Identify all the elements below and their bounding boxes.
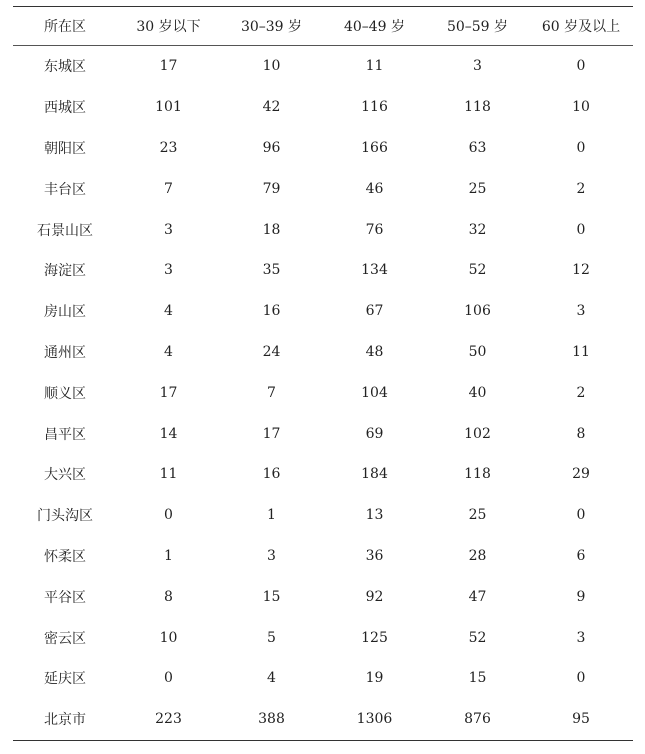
under-30-cell: 101 bbox=[155, 99, 182, 116]
table-header bbox=[13, 7, 633, 46]
under-30-cell: 0 bbox=[164, 670, 173, 687]
age-40-49-cell: 76 bbox=[365, 221, 384, 238]
age-30-39-cell: 388 bbox=[258, 711, 285, 728]
table-row bbox=[13, 576, 633, 617]
age-50-59-cell: 52 bbox=[468, 262, 487, 279]
table-row bbox=[13, 128, 633, 169]
age-50-59-cell: 28 bbox=[468, 547, 487, 564]
age-60-plus-cell: 12 bbox=[572, 262, 590, 279]
district-cell: 海淀区 bbox=[44, 263, 86, 280]
age-60-plus-cell: 6 bbox=[576, 547, 586, 564]
age-30-39-cell: 96 bbox=[262, 139, 281, 156]
age-50-59-cell: 25 bbox=[468, 507, 487, 524]
table-row bbox=[13, 536, 633, 577]
age-30-39-cell: 4 bbox=[267, 670, 276, 687]
district-cell: 密云区 bbox=[44, 630, 86, 647]
district-cell: 北京市 bbox=[44, 712, 86, 729]
age-30-39-cell: 5 bbox=[267, 629, 276, 646]
under-30-cell: 17 bbox=[159, 384, 178, 401]
table-row bbox=[13, 168, 633, 209]
age-50-59-cell: 876 bbox=[464, 711, 491, 728]
under-30-cell: 1 bbox=[164, 547, 173, 564]
age-30-39-cell: 24 bbox=[262, 343, 281, 360]
district-cell: 顺义区 bbox=[44, 385, 86, 402]
header-60-plus: 60 岁及以上 bbox=[541, 19, 621, 35]
district-cell: 朝阳区 bbox=[44, 140, 86, 157]
table-row bbox=[13, 495, 633, 536]
age-40-49-cell: 69 bbox=[365, 425, 384, 442]
age-40-49-cell: 166 bbox=[361, 139, 388, 156]
district-cell: 西城区 bbox=[44, 100, 86, 117]
age-60-plus-cell: 0 bbox=[576, 58, 586, 75]
table-row bbox=[13, 332, 633, 373]
age-40-49-cell: 125 bbox=[361, 629, 388, 646]
age-60-plus-cell: 0 bbox=[576, 507, 586, 524]
age-60-plus-cell: 0 bbox=[576, 221, 586, 238]
district-cell: 房山区 bbox=[44, 304, 86, 321]
table-body bbox=[13, 46, 633, 741]
age-50-59-cell: 118 bbox=[464, 466, 491, 483]
age-30-39-cell: 15 bbox=[262, 588, 281, 605]
age-40-49-cell: 1306 bbox=[356, 711, 393, 728]
under-30-cell: 17 bbox=[159, 58, 178, 75]
age-60-plus-cell: 3 bbox=[576, 303, 586, 320]
age-40-49-cell: 36 bbox=[365, 547, 384, 564]
age-30-39-cell: 16 bbox=[262, 303, 281, 320]
age-60-plus-cell: 0 bbox=[576, 139, 586, 156]
under-30-cell: 0 bbox=[164, 507, 173, 524]
age-50-59-cell: 47 bbox=[468, 588, 487, 605]
age-40-49-cell: 184 bbox=[361, 466, 388, 483]
district-cell: 大兴区 bbox=[44, 467, 86, 484]
age-40-49-cell: 134 bbox=[361, 262, 388, 279]
age-60-plus-cell: 2 bbox=[576, 180, 586, 197]
under-30-cell: 223 bbox=[155, 711, 182, 728]
age-60-plus-cell: 3 bbox=[576, 629, 586, 646]
age-30-39-cell: 17 bbox=[262, 425, 281, 442]
table-row bbox=[13, 87, 633, 128]
table-row bbox=[13, 454, 633, 495]
age-40-49-cell: 46 bbox=[365, 180, 384, 197]
age-distribution-table-container bbox=[13, 6, 633, 741]
age-60-plus-cell: 2 bbox=[576, 384, 586, 401]
age-50-59-cell: 52 bbox=[468, 629, 487, 646]
age-50-59-cell: 25 bbox=[468, 180, 487, 197]
under-30-cell: 3 bbox=[164, 262, 173, 279]
table-row bbox=[13, 46, 633, 87]
age-60-plus-cell: 9 bbox=[576, 588, 586, 605]
age-50-59-cell: 15 bbox=[468, 670, 487, 687]
age-50-59-cell: 3 bbox=[473, 58, 482, 75]
district-cell: 石景山区 bbox=[37, 222, 93, 239]
age-60-plus-cell: 0 bbox=[576, 670, 586, 687]
under-30-cell: 10 bbox=[159, 629, 178, 646]
age-30-39-cell: 79 bbox=[262, 180, 281, 197]
age-30-39-cell: 1 bbox=[267, 507, 276, 524]
age-40-49-cell: 92 bbox=[365, 588, 384, 605]
age-60-plus-cell: 11 bbox=[572, 343, 590, 360]
age-50-59-cell: 63 bbox=[468, 139, 487, 156]
age-30-39-cell: 35 bbox=[262, 262, 281, 279]
under-30-cell: 8 bbox=[164, 588, 173, 605]
age-60-plus-cell: 29 bbox=[572, 466, 590, 483]
age-30-39-cell: 7 bbox=[267, 384, 276, 401]
table-row bbox=[13, 413, 633, 454]
age-40-49-cell: 48 bbox=[365, 343, 384, 360]
age-40-49-cell: 67 bbox=[365, 303, 384, 320]
under-30-cell: 3 bbox=[164, 221, 173, 238]
header-30-39: 30–39 岁 bbox=[240, 19, 303, 35]
age-50-59-cell: 32 bbox=[468, 221, 487, 238]
table-row bbox=[13, 617, 633, 658]
age-30-39-cell: 16 bbox=[262, 466, 281, 483]
age-50-59-cell: 40 bbox=[468, 384, 487, 401]
district-cell: 怀柔区 bbox=[44, 548, 86, 565]
under-30-cell: 4 bbox=[164, 303, 173, 320]
age-30-39-cell: 3 bbox=[267, 547, 276, 564]
district-cell: 通州区 bbox=[44, 344, 86, 361]
table-row bbox=[13, 372, 633, 413]
age-30-39-cell: 10 bbox=[262, 58, 281, 75]
table-row bbox=[13, 658, 633, 699]
age-60-plus-cell: 10 bbox=[572, 99, 590, 116]
district-cell: 丰台区 bbox=[44, 181, 86, 198]
age-40-49-cell: 19 bbox=[365, 670, 384, 687]
district-cell: 东城区 bbox=[44, 59, 86, 76]
table-row-total bbox=[13, 699, 633, 740]
district-cell: 昌平区 bbox=[44, 426, 86, 443]
age-60-plus-cell: 8 bbox=[576, 425, 586, 442]
age-distribution-table bbox=[13, 6, 633, 741]
table-row bbox=[13, 209, 633, 250]
under-30-cell: 23 bbox=[159, 139, 178, 156]
age-40-49-cell: 116 bbox=[361, 99, 388, 116]
age-50-59-cell: 50 bbox=[468, 343, 487, 360]
district-cell: 门头沟区 bbox=[37, 508, 93, 525]
age-40-49-cell: 13 bbox=[365, 507, 384, 524]
age-50-59-cell: 102 bbox=[464, 425, 491, 442]
table-row bbox=[13, 250, 633, 291]
header-under-30: 30 岁以下 bbox=[136, 19, 201, 35]
header-50-59: 50–59 岁 bbox=[446, 19, 509, 35]
age-30-39-cell: 18 bbox=[262, 221, 281, 238]
under-30-cell: 14 bbox=[159, 425, 178, 442]
under-30-cell: 4 bbox=[164, 343, 173, 360]
age-40-49-cell: 104 bbox=[361, 384, 388, 401]
age-60-plus-cell: 95 bbox=[572, 711, 590, 728]
under-30-cell: 7 bbox=[164, 180, 173, 197]
age-50-59-cell: 106 bbox=[464, 303, 491, 320]
header-40-49: 40–49 岁 bbox=[343, 19, 406, 35]
under-30-cell: 11 bbox=[159, 466, 178, 483]
header-row bbox=[13, 7, 633, 46]
table-row bbox=[13, 291, 633, 332]
age-30-39-cell: 42 bbox=[262, 99, 281, 116]
header-district: 所在区 bbox=[44, 19, 86, 35]
age-50-59-cell: 118 bbox=[464, 99, 491, 116]
age-40-49-cell: 11 bbox=[365, 58, 384, 75]
district-cell: 延庆区 bbox=[44, 671, 86, 688]
district-cell: 平谷区 bbox=[44, 589, 86, 606]
